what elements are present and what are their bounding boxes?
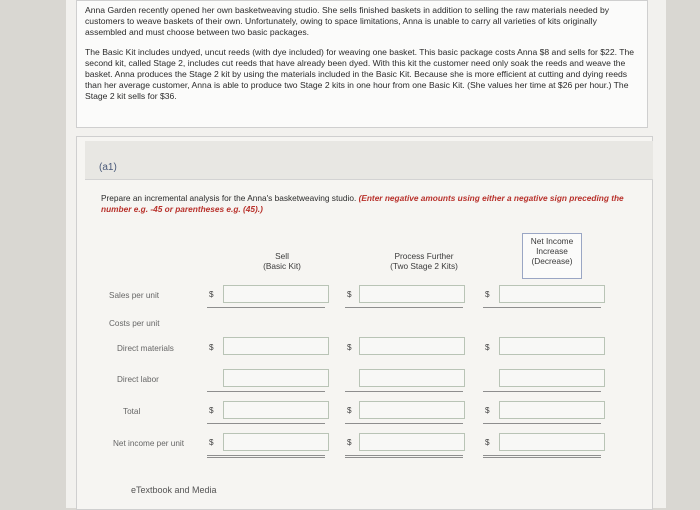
currency-symbol: $ <box>209 343 214 352</box>
part-label: (a1) <box>99 162 117 173</box>
sales-sell-input[interactable] <box>223 285 329 303</box>
underline <box>345 423 463 424</box>
row-label-sales: Sales per unit <box>109 291 160 300</box>
column-header-sell-line2: (Basic Kit) <box>263 261 301 271</box>
underline <box>207 307 325 308</box>
currency-symbol: $ <box>209 290 214 299</box>
row-label-direct-materials: Direct materials <box>117 344 174 353</box>
netincome-net-input[interactable] <box>499 433 605 451</box>
underline <box>483 391 601 392</box>
total-net-input[interactable] <box>499 401 605 419</box>
underline <box>207 423 325 424</box>
etextbook-link[interactable]: eTextbook and Media <box>131 485 217 495</box>
column-header-sell <box>227 251 337 271</box>
row-label-net-income: Net income per unit <box>113 439 184 448</box>
instruction-hint: (Enter negative amounts using either a negative sign preceding the number e.g. -45 or parentheses e.g. (45).) <box>101 193 624 214</box>
column-header-process <box>359 251 489 271</box>
total-sell-input[interactable] <box>223 401 329 419</box>
sales-process-input[interactable] <box>359 285 465 303</box>
currency-symbol: $ <box>347 290 352 299</box>
column-header-net-line3: (Decrease) <box>531 256 573 266</box>
problem-paragraph-1: Anna Garden recently opened her own basketweaving studio. She sells finished baskets in addition to selling the raw materials needed by customers to weave baskets of their own. Unfortunately, owing to space limitations, Anna is unable to carry all varieties of kits originally assembled and must choose between two basic packages. <box>85 5 610 37</box>
row-label-costs: Costs per unit <box>109 319 160 328</box>
row-label-direct-labor: Direct labor <box>117 375 159 384</box>
currency-symbol: $ <box>485 438 490 447</box>
underline <box>207 391 325 392</box>
column-header-net-line2: Increase <box>536 246 568 256</box>
currency-symbol: $ <box>347 343 352 352</box>
currency-symbol: $ <box>485 290 490 299</box>
problem-statement <box>76 0 648 128</box>
problem-paragraph-2: The Basic Kit includes undyed, uncut reeds (with dye included) for weaving one basket. This basic package costs Anna $8 and sells for $22. The second kit, called Stage 2, includes cut reeds that have already been dyed. With this kit the customer need only soak the reeds and weave the basket. Anna produces the Stage 2 kit by using the materials included in the Basic Kit. Because she is more efficient at cutting and dying reeds than her average customer, Anna is able to produce two Stage 2 kits in one hour from one Basic Kit. (She values her time at $26 per hour.) The Stage 2 kit sells for $36. <box>85 47 635 101</box>
double-underline <box>207 455 325 458</box>
netincome-process-input[interactable] <box>359 433 465 451</box>
part-a1-panel <box>76 136 653 510</box>
currency-symbol: $ <box>485 343 490 352</box>
instruction-text: Prepare an incremental analysis for the Anna's basketweaving studio. <box>101 193 359 203</box>
netincome-sell-input[interactable] <box>223 433 329 451</box>
underline <box>345 307 463 308</box>
currency-symbol: $ <box>209 438 214 447</box>
labor-net-input[interactable] <box>499 369 605 387</box>
materials-sell-input[interactable] <box>223 337 329 355</box>
underline <box>483 423 601 424</box>
materials-process-input[interactable] <box>359 337 465 355</box>
page <box>66 0 666 508</box>
column-header-process-line1: Process Further <box>394 251 454 261</box>
column-header-process-line2: (Two Stage 2 Kits) <box>390 261 458 271</box>
part-header <box>85 141 653 180</box>
currency-symbol: $ <box>347 438 352 447</box>
labor-sell-input[interactable] <box>223 369 329 387</box>
total-process-input[interactable] <box>359 401 465 419</box>
underline <box>483 307 601 308</box>
row-label-total: Total <box>123 407 141 416</box>
currency-symbol: $ <box>347 406 352 415</box>
currency-symbol: $ <box>209 406 214 415</box>
materials-net-input[interactable] <box>499 337 605 355</box>
currency-symbol: $ <box>485 406 490 415</box>
sales-net-input[interactable] <box>499 285 605 303</box>
double-underline <box>483 455 601 458</box>
instructions <box>101 193 641 215</box>
labor-process-input[interactable] <box>359 369 465 387</box>
column-header-net <box>522 233 582 279</box>
column-header-sell-line1: Sell <box>275 251 289 261</box>
column-header-net-line1: Net Income <box>530 236 574 246</box>
double-underline <box>345 455 463 458</box>
underline <box>345 391 463 392</box>
